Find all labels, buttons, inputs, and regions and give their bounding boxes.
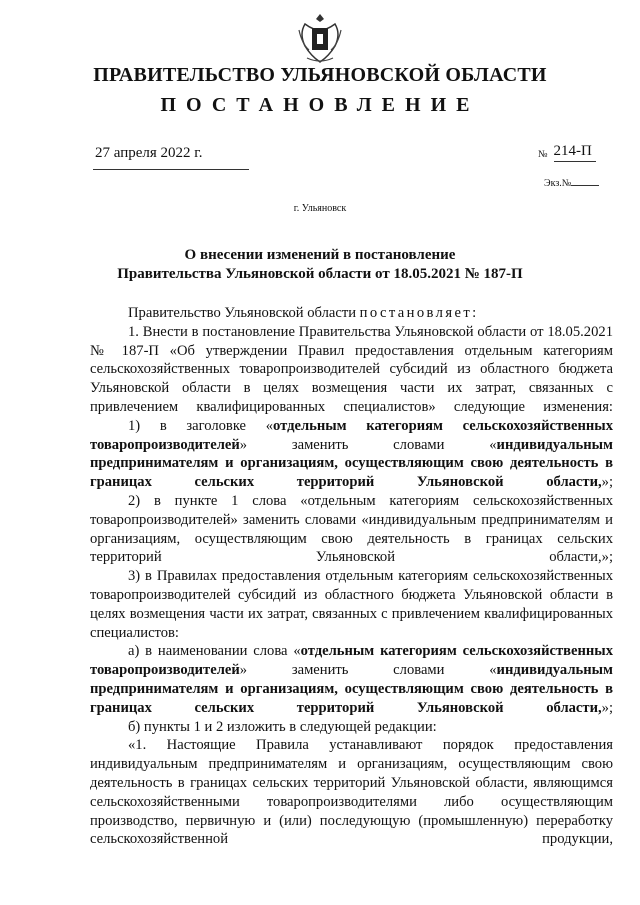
- bold-new-phrase: индивидуальным предпринимателям и организациям, осуществляющим свою деятельность в границах сельских территорий Ульяновской области,: [90, 436, 613, 491]
- document-date: 27 апреля 2022 г.: [95, 145, 203, 161]
- document-type: ПОСТАНОВЛЕНИЕ: [160, 94, 480, 116]
- paragraph-a: а) в наименовании слова «отдельным категориям сельскохозяйственных товаропроизводителей» заменить словами «индивидуальным предпринимателям и организациям, осуществляющим свою деятельность в границах сельских территорий Ульяновской области,»;: [90, 643, 613, 716]
- coat-of-arms-emblem: [297, 12, 343, 66]
- paragraph-1-2: 2) в пункте 1 слова «отдельным категориям сельскохозяйственных товаропроизводителей» заменить словами «индивидуальным предпринимателям и организациям, осуществляющим свою деятельность в границах сельских территорий Ульяновской области,»;: [90, 492, 613, 566]
- paragraph-1-3: 3) в Правилах предоставления отдельным категориям сельскохозяйственных товаропроизводителей субсидий из областного бюджета Ульяновской области в целях возмещения части их затрат, связанных с привлечением квалифицированных специалистов:: [90, 568, 613, 641]
- document-number: 214-П: [554, 143, 596, 162]
- title-line-1: О внесении изменений в постановление: [184, 247, 456, 263]
- bold-old-phrase: отдельным категориям сельскохозяйственных товаропроизводителей: [90, 643, 613, 679]
- city: г. Ульяновск: [293, 203, 347, 214]
- date-underline: [93, 169, 249, 170]
- number-sign: №: [538, 149, 548, 160]
- document-title: [0, 246, 640, 284]
- intro-verb: постановляет:: [359, 305, 479, 321]
- paragraph-rule-1: «1. Настоящие Правила устанавливают порядок предоставления индивидуальным предпринимателям и организациям, осуществляющим свою деятельность в границах сельских территорий Ульяновской области, являющимся сельскохозяйственными товаропроизводителями либо осуществляющим производство, первичную и (или) последующую (промышленную) переработку сельскохозяйственной продукции,: [90, 737, 613, 848]
- organization-name: ПРАВИТЕЛЬСТВО УЛЬЯНОВСКОЙ ОБЛАСТИ: [93, 64, 547, 86]
- document-number-block: [538, 143, 596, 162]
- bold-old-phrase: отдельным категориям сельскохозяйственных товаропроизводителей: [90, 417, 613, 453]
- paragraph-b: б) пункты 1 и 2 изложить в следующей редакции:: [128, 718, 437, 735]
- title-line-2: Правительства Ульяновской области от 18.05.2021 № 187-П: [117, 266, 523, 282]
- paragraph-1: 1. Внести в постановление Правительства Ульяновской области от 18.05.2021 № 187-П «Об утверждении Правил предоставления отдельным категориям сельскохозяйственных товаропроизводителей субсидий из областного бюджета Ульяновской области в целях возмещения части их затрат, связанных с привлечением квалифицированных специалистов» следующие изменения:: [90, 323, 613, 415]
- intro-text: Правительство Ульяновской области: [128, 305, 360, 321]
- document-body: [90, 304, 613, 849]
- intro-paragraph: [90, 304, 613, 323]
- copy-underline: [571, 185, 599, 186]
- bold-new-phrase: индивидуальным предпринимателям и организациям, осуществляющим свою деятельность в границах сельских территорий Ульяновской области,: [90, 662, 613, 716]
- copy-number-field: [544, 178, 599, 189]
- copy-label: Экз.№: [544, 178, 572, 189]
- paragraph-1-1: 1) в заголовке «отдельным категориям сельскохозяйственных товаропроизводителей» заменить словами «индивидуальным предпринимателям и организациям, осуществляющим свою деятельность в границах сельских территорий Ульяновской области,»;: [90, 417, 613, 491]
